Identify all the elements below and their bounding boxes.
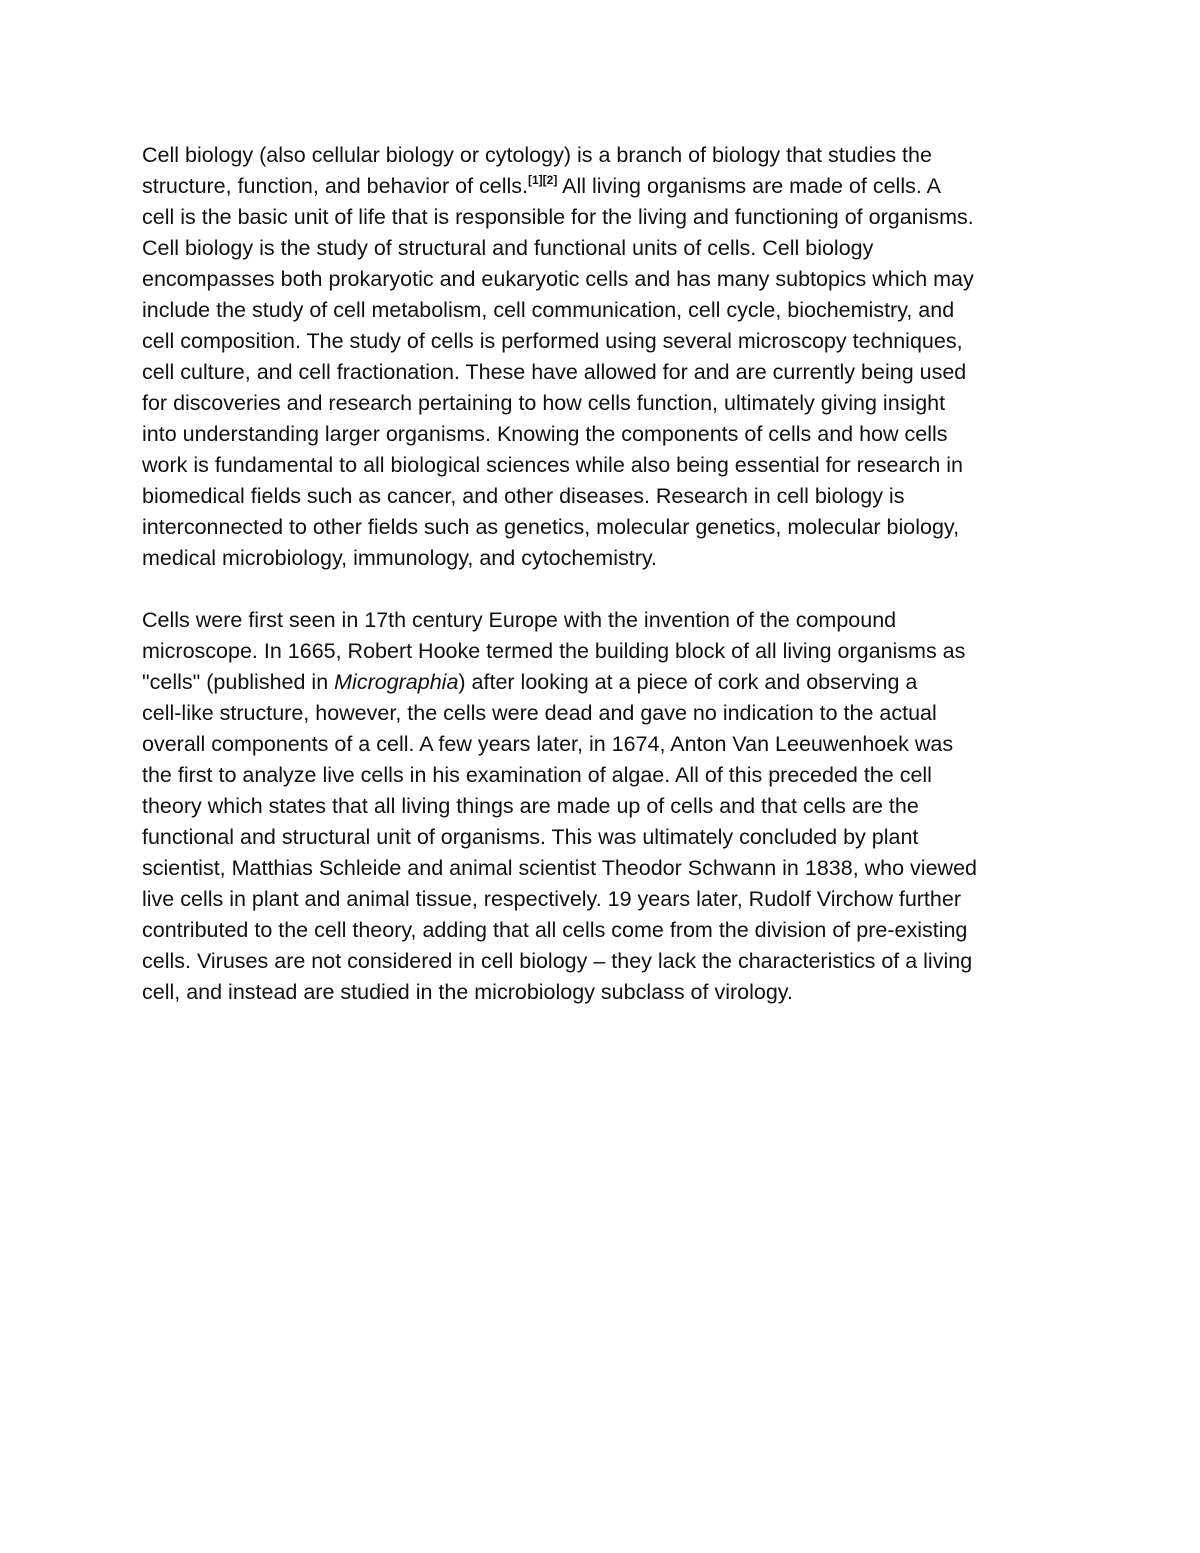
text-segment: Cells were first seen in 17th century Europe with the invention of the compound <box>142 608 897 632</box>
text-line <box>142 791 1072 822</box>
italic-title: Micrographia <box>334 670 459 694</box>
text-segment: cells. Viruses are not considered in cell biology – they lack the characteristics of a living <box>142 949 973 973</box>
document-body <box>142 140 1072 1039</box>
text-segment: structure, function, and behavior of cells. <box>142 174 529 198</box>
text-line <box>142 977 1072 1008</box>
text-segment: cell is the basic unit of life that is responsible for the living and functioning of organisms. <box>142 205 974 229</box>
text-line <box>142 481 1072 512</box>
text-line <box>142 543 1072 574</box>
text-line <box>142 326 1072 357</box>
text-line <box>142 760 1072 791</box>
text-segment: include the study of cell metabolism, cell communication, cell cycle, biochemistry, and <box>142 298 955 322</box>
text-line <box>142 605 1072 636</box>
text-segment: contributed to the cell theory, adding that all cells come from the division of pre-existing <box>142 918 968 942</box>
text-line <box>142 884 1072 915</box>
text-segment: Cell biology is the study of structural and functional units of cells. Cell biology <box>142 236 874 260</box>
text-segment: functional and structural unit of organisms. This was ultimately concluded by plant <box>142 825 919 849</box>
text-segment: work is fundamental to all biological sciences while also being essential for research in <box>142 453 964 477</box>
text-segment: interconnected to other fields such as genetics, molecular genetics, molecular biology, <box>142 515 960 539</box>
text-segment: encompasses both prokaryotic and eukaryotic cells and has many subtopics which may <box>142 267 974 291</box>
text-segment: microscope. In 1665, Robert Hooke termed the building block of all living organisms as <box>142 639 966 663</box>
text-line <box>142 233 1072 264</box>
citation-reference: [1][2] <box>528 173 558 187</box>
text-line <box>142 946 1072 977</box>
text-line <box>142 450 1072 481</box>
text-segment: medical microbiology, immunology, and cytochemistry. <box>142 546 657 570</box>
text-line <box>142 698 1072 729</box>
text-line <box>142 915 1072 946</box>
text-segment: overall components of a cell. A few years later, in 1674, Anton Van Leeuwenhoek was <box>142 732 954 756</box>
text-segment: cell-like structure, however, the cells were dead and gave no indication to the actual <box>142 701 937 725</box>
text-segment: cell culture, and cell fractionation. These have allowed for and are currently being used <box>142 360 967 384</box>
text-segment: live cells in plant and animal tissue, respectively. 19 years later, Rudolf Virchow further <box>142 887 961 911</box>
text-line <box>142 419 1072 450</box>
text-segment: Cell biology (also cellular biology or cytology) is a branch of biology that studies the <box>142 143 932 167</box>
paragraph <box>142 140 1072 574</box>
text-line <box>142 202 1072 233</box>
text-line <box>142 729 1072 760</box>
text-segment: All living organisms are made of cells. A <box>557 174 941 198</box>
text-segment: for discoveries and research pertaining to how cells function, ultimately giving insight <box>142 391 946 415</box>
text-segment: "cells" (published in <box>142 670 335 694</box>
text-segment: the first to analyze live cells in his examination of algae. All of this preceded the cell <box>142 763 932 787</box>
text-line <box>142 388 1072 419</box>
paragraph <box>142 605 1072 1008</box>
text-segment: theory which states that all living things are made up of cells and that cells are the <box>142 794 919 818</box>
text-line <box>142 264 1072 295</box>
text-line <box>142 667 1072 698</box>
text-segment: cell, and instead are studied in the microbiology subclass of virology. <box>142 980 793 1004</box>
text-segment: biomedical fields such as cancer, and other diseases. Research in cell biology is <box>142 484 905 508</box>
text-segment: scientist, Matthias Schleide and animal scientist Theodor Schwann in 1838, who viewed <box>142 856 977 880</box>
text-line <box>142 140 1072 171</box>
text-segment: ) after looking at a piece of cork and observing a <box>458 670 918 694</box>
text-line <box>142 853 1072 884</box>
text-line <box>142 171 1072 202</box>
text-line <box>142 357 1072 388</box>
text-segment: cell composition. The study of cells is performed using several microscopy techniques, <box>142 329 963 353</box>
text-segment: into understanding larger organisms. Knowing the components of cells and how cells <box>142 422 948 446</box>
text-line <box>142 636 1072 667</box>
text-line <box>142 822 1072 853</box>
text-line <box>142 295 1072 326</box>
text-line <box>142 512 1072 543</box>
